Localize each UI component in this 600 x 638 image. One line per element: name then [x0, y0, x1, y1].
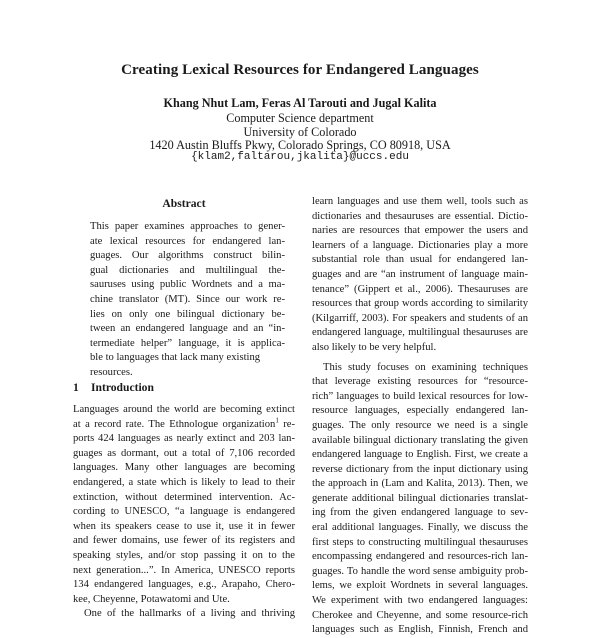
- intro-line: cording to UNESCO, “a language is endangered: [73, 506, 295, 518]
- paper-title: Creating Lexical Resources for Endangered Languages: [121, 62, 479, 78]
- body-line: first steps to constructing multilingual thesauruses: [312, 536, 528, 548]
- section-number: 1: [73, 381, 79, 394]
- affiliation-address: 1420 Austin Bluffs Pkwy, Colorado Springs, CO 80918, USA: [149, 138, 451, 152]
- body-line: guages. To handle the word sense ambiguity prob-: [312, 565, 528, 577]
- body-line: learners of a language. Dictionaries play a more: [312, 239, 528, 251]
- body-line: endangered language to English. First, we create a: [312, 449, 528, 461]
- abstract-line: lies on only one bilingual dictionary be-: [90, 308, 285, 320]
- intro-line: One of the hallmarks of a living and thriving: [84, 608, 295, 620]
- body-line: encompassing endangered and resources-rich lan-: [312, 551, 528, 563]
- body-line: tenance” (Gippert et al., 2006). Thesauruses are: [312, 283, 528, 295]
- body-line: generate additional bilingual dictionaries translat-: [312, 492, 528, 504]
- body-line: guages. The only resource we need is a single: [312, 419, 528, 431]
- authors: Khang Nhut Lam, Feras Al Tarouti and Jugal Kalita: [163, 96, 437, 110]
- introduction-body: [73, 403, 295, 622]
- abstract-line: This paper examines approaches to gener-: [90, 221, 285, 232]
- footnote-marker[interactable]: 1: [275, 416, 279, 425]
- body-line: learn languages and use them well, tools such as: [312, 196, 528, 207]
- section-title: Introduction: [91, 381, 154, 394]
- body-line: eral additional languages. Finally, we discuss the: [312, 522, 528, 534]
- body-line: endangered language, multilingual thesauruses are: [312, 327, 528, 339]
- abstract-line: ble to languages that lack many existing: [90, 352, 261, 364]
- abstract-heading: Abstract: [162, 197, 206, 210]
- body-line: resources that group words according to similarity: [312, 298, 528, 310]
- intro-line: languages. Many other languages are becoming: [73, 462, 295, 474]
- intro-line: next generation...”. In America, UNESCO reports: [73, 564, 295, 576]
- intro-line: endangered, a state which is likely to lead to their: [73, 476, 295, 488]
- intro-line: guages as dormant, out a total of 7,106 recorded: [73, 447, 295, 459]
- affiliation-department: Computer Science department: [226, 111, 374, 125]
- body-line: Cherokee and Cheyenne, and some resource-rich: [312, 609, 528, 621]
- body-line: dictionaries and thesauruses are essential. Dictio-: [312, 210, 528, 222]
- author-emails: {klam2,faltarou,jkalita}@uccs.edu: [191, 151, 409, 163]
- body-line: naries are resources that empower the users and: [312, 225, 528, 237]
- body-line: We experiment with two endangered languages:: [312, 595, 528, 607]
- body-line: also likely to be very helpful.: [312, 341, 437, 353]
- abstract-line: guages. Our algorithms construct bilin-: [90, 250, 285, 262]
- intro-line: when its speakers cease to use it, use it in fewer: [73, 520, 295, 532]
- intro-line: extinction, without determined intervention. Ac-: [73, 491, 295, 503]
- intro-line: Languages around the world are becoming extinct: [73, 404, 295, 415]
- body-line: ing from the given endangered language to sev-: [312, 507, 528, 519]
- body-line: languages such as English, Finnish, French and: [312, 624, 528, 636]
- body-line: available bilingual dictionary translating the given: [312, 434, 528, 446]
- abstract-line: resources.: [90, 366, 133, 378]
- intro-line: [73, 418, 295, 433]
- section-heading-introduction: [73, 381, 154, 394]
- intro-line: ports 424 languages as nearly extinct and 203 lan-: [73, 433, 295, 445]
- intro-line: 134 endangered languages, e.g., Arapaho, Chero-: [73, 579, 295, 591]
- body-line: guages and are “an instrument of language main-: [312, 268, 528, 280]
- abstract-line: termediate helper” language, it is applica-: [90, 337, 285, 349]
- affiliation-university: University of Colorado: [243, 125, 357, 139]
- body-line: lems, we exploit Wordnets in several languages.: [312, 580, 528, 592]
- intro-line: and fewer domains, use fewer of its registers and: [73, 535, 295, 547]
- abstract-line: sauruses using public Wordnets and a ma-: [90, 279, 285, 291]
- abstract-line: gual dictionaries and multilingual the-: [90, 264, 285, 276]
- right-column-body: [312, 195, 528, 638]
- abstract-body: [90, 220, 285, 381]
- intro-line-text: re-: [278, 418, 295, 430]
- abstract-line: chine translator (MT). Since our work re-: [90, 293, 285, 305]
- intro-line: kee, Cheyenne, Potawatomi and Ute.: [73, 593, 230, 605]
- body-line: the approach in (Lam and Kalita, 2013). Then, we: [312, 478, 528, 490]
- body-line: that leverage existing resources for “resource-: [312, 376, 528, 388]
- body-line: resource languages, especially endangered lan-: [312, 405, 528, 417]
- intro-line: speaking styles, and/or stop passing it on to the: [73, 549, 295, 561]
- body-line: (Kilgarriff, 2003). For speakers and students of an: [312, 312, 528, 324]
- body-line: reverse dictionary from the input dictionary using: [312, 463, 528, 475]
- abstract-line: tween an endangered language and an “in-: [90, 323, 285, 335]
- intro-line-text: at a record rate. The Ethnologue organization: [73, 418, 276, 430]
- abstract-line: ate lexical resources for endangered lan-: [90, 235, 285, 247]
- body-line: This study focuses on examining techniques: [323, 361, 528, 373]
- body-line: rich” languages to build lexical resources for low-: [312, 390, 528, 402]
- body-line: substantial role than usual for endangered lan-: [312, 254, 528, 266]
